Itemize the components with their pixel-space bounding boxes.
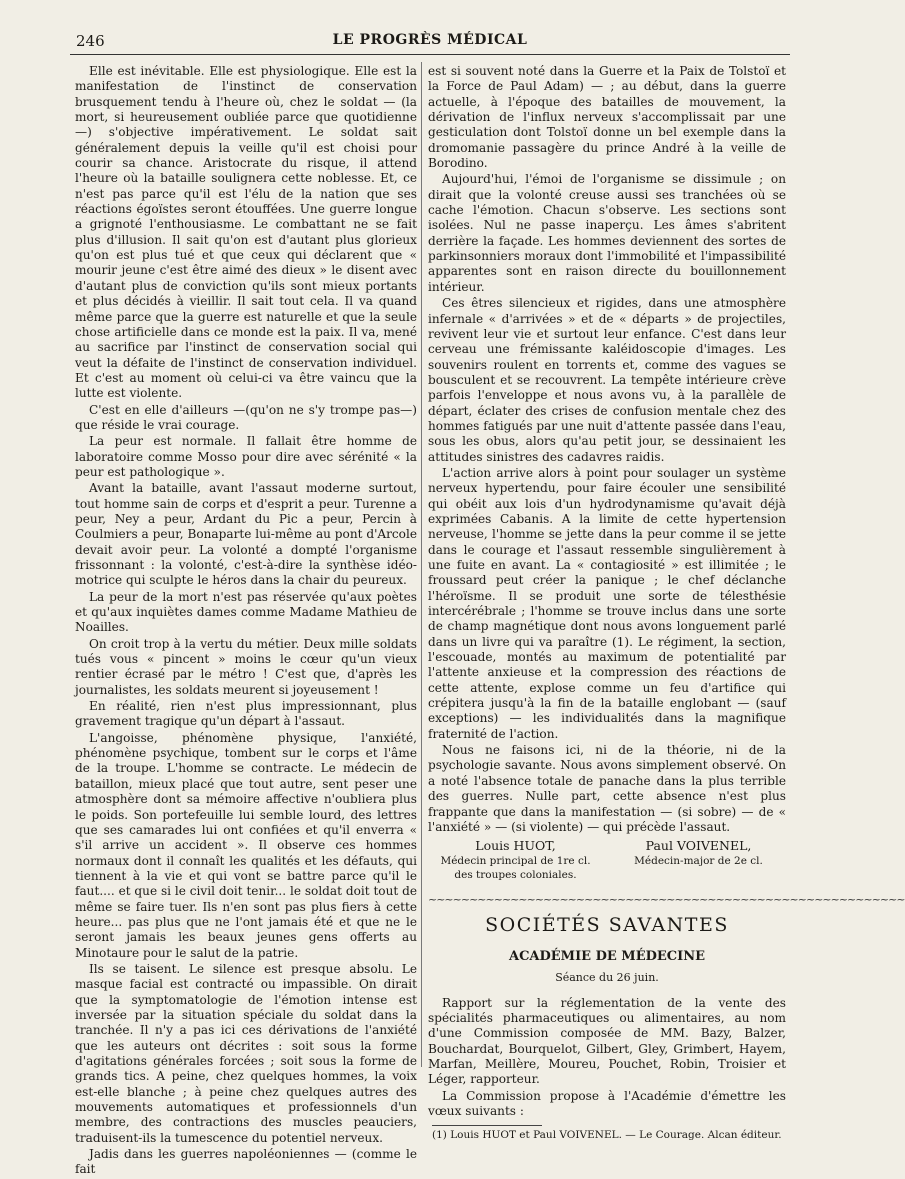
- paragraph: Elle est inévitable. Elle est physiologique. Elle est la manifestation de l'instinct de conservation brusquement tendu à l'heure où, chez le soldat — (la mort, si heureusement oubliée parce que quotidienne —) s'objective impérativement. Le soldat sait généralement depuis la veille qu'il est choisi pour courir sa chance. Aristocrate du risque, il attend l'heure où la bataille soulignera cette noblesse. Et, ce n'est pas parce qu'il est l'élu de la nation que ses réactions égoïstes seront étouffées. Une guerre longue a grignoté l'enthousiasme. Le combattant ne se fait plus d'illusion. Il sait qu'on est d'autant plus glorieux qu'on est plus tué et que ceux qui déclarent que « mourir jeune c'est être aimé des dieux » le disent avec d'autant plus de conviction qu'ils sont mieux portants et plus décidés à vieillir. Il sait tout cela. Il va quand même parce que la guerre est naturelle et que la seule chose artificielle dans ce monde est la paix. Il va, mené au sacrifice par l'instinct de conservation social qui veut la défaite de l'instinct de conservation individuel. Et c'est au moment où celui-ci va être vaincu que la lutte est violente.: [75, 64, 417, 401]
- footnote: (1) Louis HUOT et Paul VOIVENEL. — Le Courage. Alcan éditeur.: [432, 1129, 782, 1142]
- author-role: Médecin-major de 2e cl.: [634, 854, 763, 867]
- session-date: Séance du 26 juin.: [555, 971, 659, 985]
- author-role: des troupes coloniales.: [454, 868, 577, 881]
- author-role: Médecin principal de 1re cl.: [440, 854, 591, 867]
- commission-paragraph: La Commission propose à l'Académie d'émettre les vœux suivants :: [428, 1088, 786, 1118]
- paragraph: Ces êtres silencieux et rigides, dans une atmosphère infernale « d'arrivées » et de « départs » de projectiles, revivent leur vie et surtout leur enfance. C'est dans leur cerveau une frémissante kaléidoscopie d'images. Les souvenirs roulent en torrents et, comme des vagues se bousculent et se recouvrent. La tempête intérieure crève parfois l'enveloppe et nous avons vu, à la parallèle de départ, éclater des crises de confusion mentale chez des hommes fatigués par une nuit d'attente passée dans l'eau, sous les obus, alors qu'au petit jour, se dessinaient les attitudes sinistres des cadavres raidis.: [428, 296, 786, 464]
- ornament-divider: ~~~~~~~~~~~~~~~~~~~~~~~~~~~~~~~~~~~~~~~~~~~~~~~~~~~~~~~~~~: [428, 893, 905, 907]
- academy-heading: ACADÉMIE DE MÉDECINE: [508, 948, 705, 964]
- paragraph: La peur de la mort n'est pas réservée qu'aux poètes et qu'aux inquiètes dames comme Madame Mathieu de Noailles.: [75, 589, 417, 635]
- paragraph: Avant la bataille, avant l'assaut moderne surtout, tout homme sain de corps et d'esprit a peur. Turenne a peur, Ney a peur, Ardant du Pic a peur, Percin à Coulmiers a peur, Bonaparte lui-même au pont d'Arcole devait avoir peur. La volonté a dompté l'organisme frissonnant : la volonté, c'est-à-dire la synthèse idéo-motrice qui sculpte le héros dans la chair du peureux.: [75, 481, 417, 588]
- page-number: 246: [76, 32, 105, 50]
- left-column: [75, 64, 417, 1179]
- paragraph: L'action arrive alors à point pour soulager un système nerveux hypertendu, pour faire écouler une sensibilité qui obéit aux lois d'un hydrodynamisme qu'avait déjà exprimées Cabanis. A la limite de cette hypertension nerveuse, l'homme se jette dans la peur comme il se jette dans le courage et l'assaut ressemble singulièrement à une fuite en avant. La « contagiosité » est illimitée ; le froussard peut créer la panique ; le chef déclanche l'héroïsme. Il se produit une sorte de télesthésie intercérébrale ; l'homme se trouve inclus dans une sorte de champ magnétique dont nous avons longuement parlé dans un livre qui va paraître (1). Le régiment, la section, l'escouade, montés au maximum de potentialité par l'attente anxieuse et la compression des réactions de cette attente, explose comme un feu d'artifice qui crépitera jusqu'à la fin de la bataille englobant — (sauf exceptions) — les individualités dans la magnifique fraternité de l'action.: [428, 465, 786, 741]
- paragraph: La peur est normale. Il fallait être homme de laboratoire comme Mosso pour dire avec sérénité « la peur est pathologique ».: [75, 434, 417, 479]
- section-title: SOCIÉTÉS SAVANTES: [485, 913, 729, 936]
- right-column: [428, 64, 905, 1145]
- paragraph: Aujourd'hui, l'émoi de l'organisme se dissimule ; on dirait que la volonté creuse aussi ses tranchées où se cache l'émotion. Chacun s'observe. Les sections sont isolées. Nul ne passe inaperçu. Les âmes s'abritent derrière la façade. Les hommes deviennent des sortes de parkinsonniers moraux dont l'immobilité et l'impassibilité apparentes sont en raison directe du bouillonnement intérieur.: [428, 172, 786, 294]
- signature-voivenel: [611, 838, 786, 867]
- paragraph: L'angoisse, phénomène physique, l'anxiété, phénomène psychique, tombent sur le corps et l'âme de la troupe. L'homme se contracte. Le médecin de bataillon, mieux placé que tout autre, sent peser une atmosphère dont sa mémoire affective n'oubliera plus le poids. Son portefeuille lui semble lourd, des lettres que ses camarades lui ont confiées et qu'il enverra « s'il arrive un accident ». Il observe ces hommes normaux dont il connaît les qualités et les défauts, qui tiennent à la vie et qui vont se battre parce qu'il le faut.... et que si le civil doit tenir... le soldat doit tout de même se faire tuer. Ils n'en sont pas plus fiers à cette heure... pas plus que ne l'ont jamais été et que ne le seront jamais les beaux jeunes gens offerts au Minotaure pour le salut de la patrie.: [75, 730, 417, 960]
- paragraph: On croit trop à la vertu du métier. Deux mille soldats tués vous « pincent » moins le cœur qu'un vieux rentier écrasé par le métro ! C'est que, d'après les journalistes, les soldats meurent si joyeusement !: [75, 636, 417, 697]
- paragraph: C'est en elle d'ailleurs —(qu'on ne s'y trompe pas—) que réside le vrai courage.: [75, 402, 417, 432]
- paragraph: est si souvent noté dans la Guerre et la Paix de Tolstoï et la Force de Paul Adam) — ; au début, dans la guerre actuelle, à l'époque des batailles de mouvement, la dérivation de l'influx nerveux s'accomplissait par une gesticulation dont Tolstoï donne un bel exemple dans la dromomanie passagère du prince André à la veille de Borodino.: [428, 64, 786, 171]
- paragraph: Ils se taisent. Le silence est presque absolu. Le masque facial est contracté ou impassible. On dirait que la symptomatologie de l'émotion intense est inversée par la situation spéciale du soldat dans la tranchée. Il n'y a pas ici ces dérivations de l'anxiété que les auteurs ont décrites : soit sous la forme d'agitations générales forcées ; soit sous la forme de grands tics. A peine, chez quelques hommes, la voix est-elle blanche ; à peine chez quelques autres des mouvements automatiques et professionnels d'un membre, des contractions des muscles peauciers, traduisent-ils la tumescence du potentiel nerveux.: [75, 961, 417, 1145]
- signatures: [428, 838, 786, 886]
- footnote-rule: [432, 1125, 542, 1126]
- author-name: Louis HUOT,: [475, 838, 556, 854]
- paragraph: Jadis dans les guerres napoléoniennes — (comme le fait: [75, 1147, 417, 1177]
- page-header: [70, 30, 790, 55]
- journal-title: LE PROGRÈS MÉDICAL: [332, 32, 528, 48]
- signature-huot: [428, 838, 603, 881]
- report-paragraph: Rapport sur la réglementation de la vente des spécialités pharmaceutiques ou alimentaires, au nom d'une Commission composée de MM. Bazy, Balzer, Bouchardat, Bourquelot, Gilbert, Gley, Grimbert, Hayem, Marfan, Meillère, Moureu, Pouchet, Robin, Troisier et Léger, rapporteur.: [428, 995, 786, 1087]
- column-divider: [421, 62, 422, 1067]
- paragraph: En réalité, rien n'est plus impressionnant, plus gravement tragique qu'un départ à l'assaut.: [75, 699, 417, 729]
- paragraph: Nous ne faisons ici, ni de la théorie, ni de la psychologie savante. Nous avons simplement observé. On a noté l'absence totale de panache dans la plus terrible des guerres. Nulle part, cette absence n'est plus frappante que dans la manifestation — (si sobre) — de « l'anxiété » — (si violente) — qui précède l'assaut.: [428, 743, 786, 834]
- author-name: Paul VOIVENEL,: [645, 838, 752, 854]
